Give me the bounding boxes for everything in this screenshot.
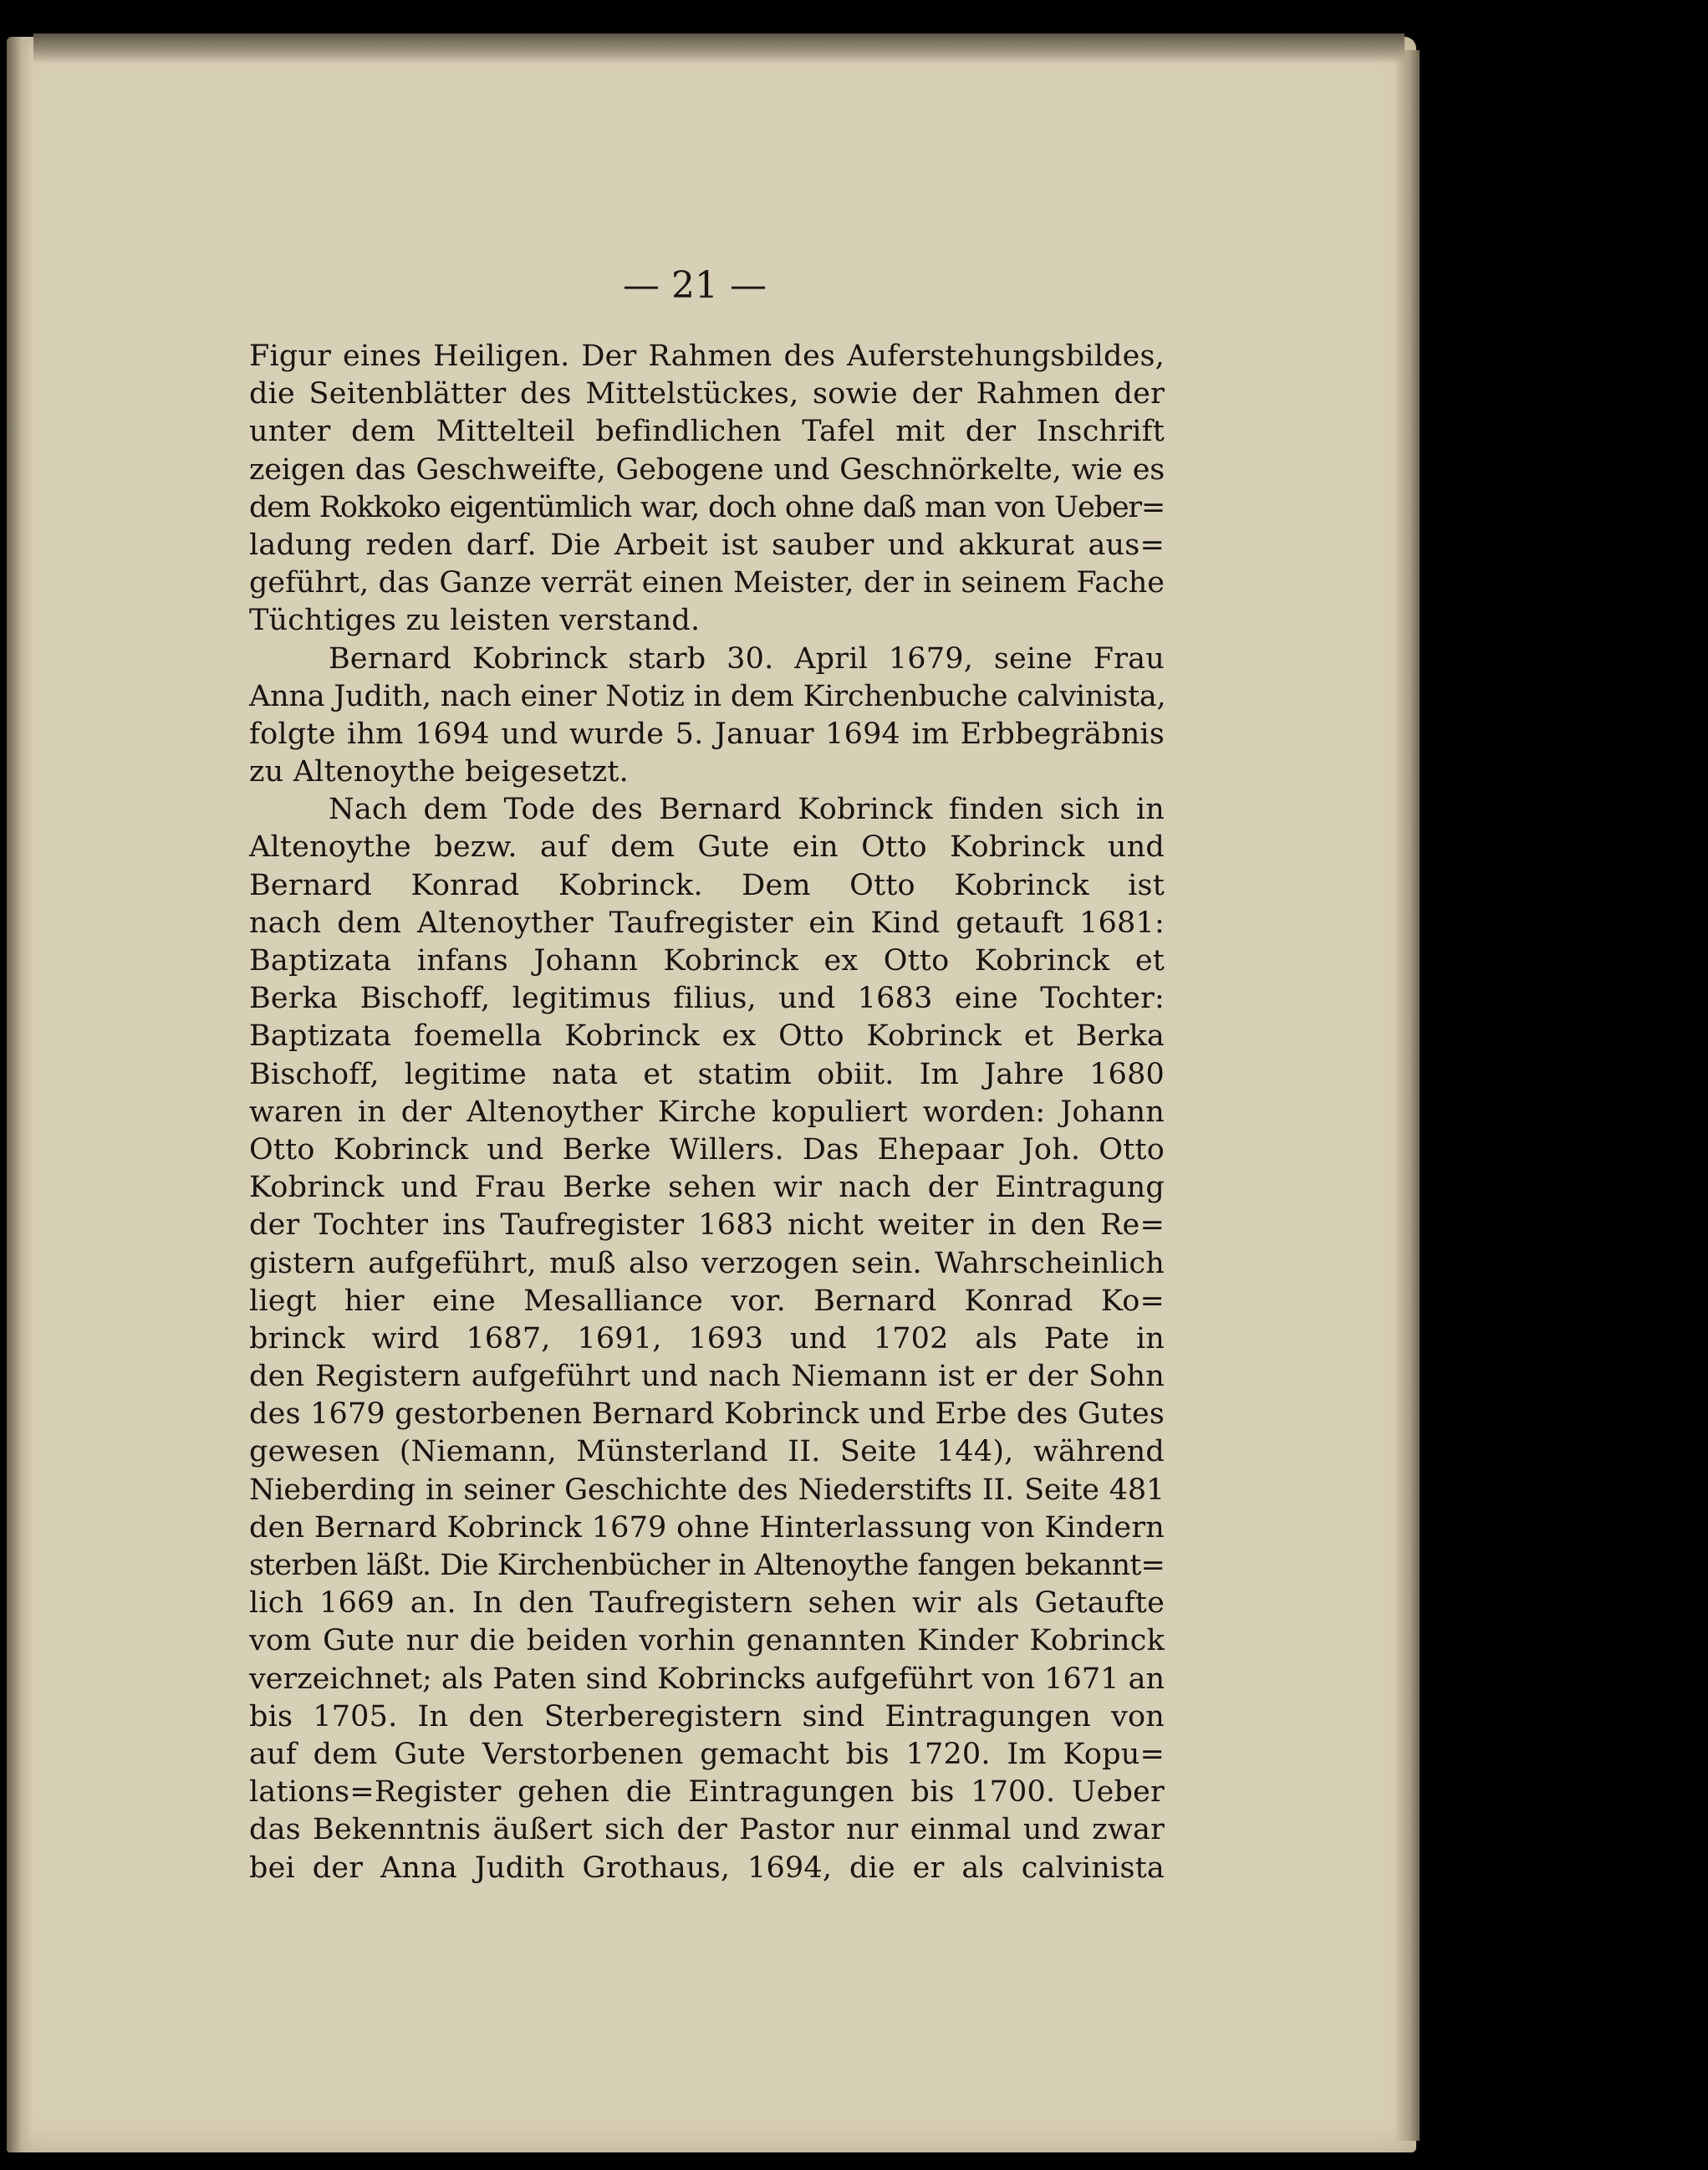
text-line: den Bernard Kobrinck 1679 ohne Hinterlassung von Kindern	[249, 1510, 1165, 1545]
text-line: nach dem Altenoyther Taufregister ein Kind getauft 1681:	[249, 906, 1165, 940]
text-line: Otto Kobrinck und Berke Willers. Das Ehepaar Joh. Otto	[249, 1132, 1165, 1167]
body-text	[249, 338, 1165, 1887]
text-line: dem Rokkoko eigentümlich war, doch ohne daß man von Ueber=	[249, 490, 1165, 524]
text-line: bei der Anna Judith Grothaus, 1694, die er als calvinista	[249, 1851, 1165, 1885]
book-page	[7, 37, 1416, 2152]
text-line: Baptizata foemella Kobrinck ex Otto Kobrinck et Berka	[249, 1019, 1165, 1054]
text-line: Bischoff, legitime nata et statim obiit. Im Jahre 1680	[249, 1057, 1165, 1091]
text-line: Nieberding in seiner Geschichte des Niederstifts II. Seite 481	[249, 1473, 1165, 1507]
text-line: brinck wird 1687, 1691, 1693 und 1702 als Pate in	[249, 1321, 1165, 1356]
text-line: geführt, das Ganze verrät einen Meister, der in seinem Fache	[249, 566, 1165, 600]
text-line: lations=Register gehen die Eintragungen bis 1700. Ueber	[249, 1775, 1165, 1810]
text-line: gistern aufgeführt, muß also verzogen sein. Wahrscheinlich	[249, 1246, 1165, 1280]
text-line: vom Gute nur die beiden vorhin genannten Kinder Kobrinck	[249, 1624, 1165, 1658]
text-line: Baptizata infans Johann Kobrinck ex Otto Kobrinck et	[249, 944, 1165, 978]
text-line: gewesen (Niemann, Münsterland II. Seite 144), während	[249, 1435, 1165, 1469]
text-line: liegt hier eine Mesalliance vor. Bernard Konrad Ko=	[249, 1284, 1165, 1318]
text-line: Nach dem Tode des Bernard Kobrinck finden sich in	[329, 793, 1165, 827]
text-line: die Seitenblätter des Mittelstückes, sowie der Rahmen der	[249, 377, 1165, 411]
page-right-edge	[1394, 50, 1420, 2141]
text-line: Bernard Kobrinck starb 30. April 1679, seine Frau	[329, 641, 1165, 676]
book-spine-shadow	[7, 37, 32, 2152]
text-line: folgte ihm 1694 und wurde 5. Januar 1694 im Erbbegräbnis	[249, 717, 1165, 751]
text-line: zeigen das Geschweifte, Gebogene und Geschnörkelte, wie es	[249, 452, 1165, 487]
text-line: des 1679 gestorbenen Bernard Kobrinck und Erbe des Gutes	[249, 1397, 1165, 1432]
text-line: der Tochter ins Taufregister 1683 nicht weiter in den Re=	[249, 1208, 1165, 1243]
text-line: lich 1669 an. In den Taufregistern sehen wir als Getaufte	[249, 1586, 1165, 1621]
text-line: zu Altenoythe beigesetzt.	[249, 755, 629, 789]
text-line: Figur eines Heiligen. Der Rahmen des Auferstehungsbildes,	[249, 340, 1165, 373]
page-top-edge	[33, 33, 1405, 64]
text-line: waren in der Altenoyther Kirche kopuliert worden: Johann	[249, 1095, 1165, 1129]
text-line: Anna Judith, nach einer Notiz in dem Kirchenbuche calvinista,	[249, 679, 1166, 713]
text-line: Kobrinck und Frau Berke sehen wir nach der Eintragung	[249, 1171, 1165, 1205]
text-line: unter dem Mittelteil befindlichen Tafel mit der Inschrift	[249, 415, 1165, 449]
text-line: bis 1705. In den Sterberegistern sind Eintragungen von	[249, 1699, 1165, 1733]
text-line: Bernard Konrad Kobrinck. Dem Otto Kobrinck ist	[249, 868, 1165, 902]
text-line: den Registern aufgeführt und nach Niemann ist er der Sohn	[249, 1360, 1165, 1394]
text-line: ladung reden darf. Die Arbeit ist sauber und akkurat aus=	[249, 528, 1165, 562]
text-line: Tüchtiges zu leisten verstand.	[249, 604, 701, 638]
text-line: verzeichnet; als Paten sind Kobrincks aufgeführt von 1671 an	[249, 1662, 1165, 1696]
text-line: Berka Bischoff, legitimus filius, und 1683 eine Tochter:	[249, 982, 1165, 1016]
text-line: auf dem Gute Verstorbenen gemacht bis 1720. Im Kopu=	[249, 1737, 1165, 1771]
page-number: — 21 —	[623, 264, 767, 307]
text-line: sterben läßt. Die Kirchenbücher in Altenoythe fangen bekannt=	[249, 1549, 1165, 1582]
text-line: Altenoythe bezw. auf dem Gute ein Otto Kobrinck und	[249, 830, 1165, 865]
text-line: das Bekenntnis äußert sich der Pastor nur einmal und zwar	[249, 1813, 1165, 1847]
